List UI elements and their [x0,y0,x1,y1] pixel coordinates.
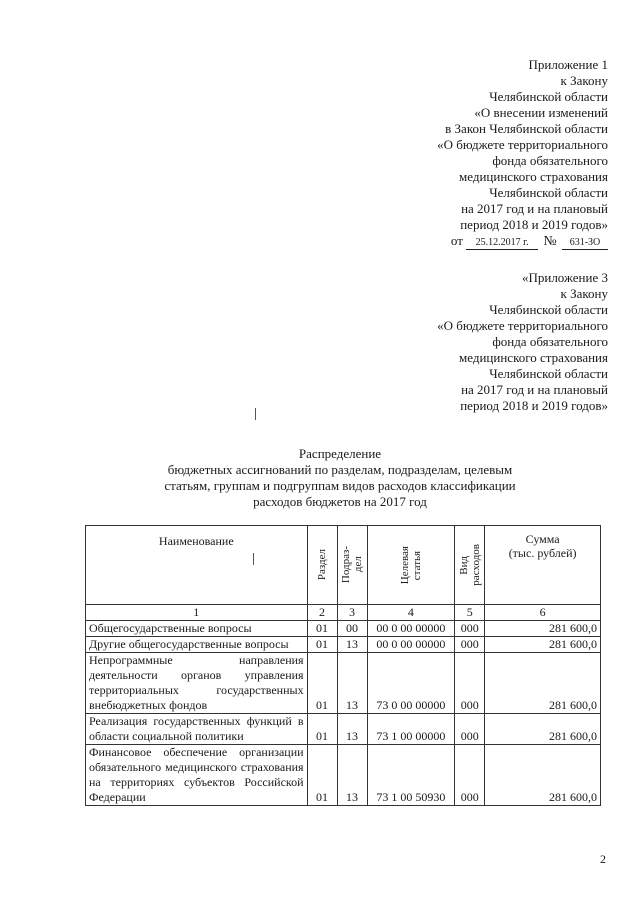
column-number: 1 [86,605,308,621]
column-number: 2 [307,605,337,621]
appendix-1-line: в Закон Челябинской области [445,121,608,136]
appendix-1-line: к Закону [560,73,608,88]
heading-title: Распределение [298,446,382,461]
row-name: Финансовое обеспечение организации обязательного медицинского страхования на территориях субъектов Российской Федерации [86,745,308,806]
appendix-3-line: Челябинской области [489,366,608,381]
appendix-3-line: к Закону [560,286,608,301]
heading-line: бюджетных ассигнований по разделам, подразделам, целевым [167,462,513,477]
row-name: Общегосударственные вопросы [86,621,308,637]
row-kind: 000 [455,653,485,714]
header-name: Наименование [86,526,308,605]
appendix-1-line: Челябинской области [489,185,608,200]
appendix-3-line: на 2017 год и на плановый [461,382,608,397]
appendix-3-line: «О бюджете территориального [437,318,608,333]
appendix-3-header [437,270,608,414]
row-subsection: 13 [337,653,367,714]
row-section: 01 [307,714,337,745]
row-sum: 281 600,0 [485,714,601,745]
row-sum: 281 600,0 [485,745,601,806]
column-number: 4 [367,605,455,621]
appendix-1-line: на 2017 год и на плановый [461,201,608,216]
row-subsection: 13 [337,745,367,806]
law-number: 631-ЗО [562,237,608,250]
row-section: 01 [307,653,337,714]
table-row [86,637,601,653]
row-target: 73 0 00 00000 [367,653,455,714]
appendix-1-line: Приложение 1 [528,57,608,72]
appendix-1-line: фонда обязательного [492,153,608,168]
appendix-1-line: медицинского страхования [459,169,608,184]
row-sum: 281 600,0 [485,653,601,714]
from-label: от [450,233,463,248]
row-sum: 281 600,0 [485,621,601,637]
row-target: 73 1 00 50930 [367,745,455,806]
table-row [86,745,601,806]
header-sum: Сумма (тыс. рублей) [485,526,601,605]
row-kind: 000 [455,714,485,745]
row-section: 01 [307,637,337,653]
appendix-3-line: медицинского страхования [459,350,608,365]
row-kind: 000 [455,637,485,653]
row-target: 73 1 00 00000 [367,714,455,745]
appendix-1-header [437,57,608,250]
appendix-3-line: Челябинской области [489,302,608,317]
scan-mark [255,408,256,420]
row-section: 01 [307,621,337,637]
row-subsection: 00 [337,621,367,637]
header-section: Раздел [307,526,337,605]
header-kind: Вид расходов [455,526,485,605]
row-kind: 000 [455,745,485,806]
row-sum: 281 600,0 [485,637,601,653]
row-kind: 000 [455,621,485,637]
row-subsection: 13 [337,637,367,653]
row-name: Реализация государственных функций в области социальной политики [86,714,308,745]
table-header-row [86,526,601,605]
page-number: 2 [600,852,606,866]
budget-allocation-table [85,525,601,806]
row-subsection: 13 [337,714,367,745]
column-number: 6 [485,605,601,621]
appendix-1-line: «О внесении изменений [474,105,608,120]
appendix-1-line: период 2018 и 2019 годов» [460,217,608,232]
appendix-3-line: фонда обязательного [492,334,608,349]
header-target: Целевая статья [367,526,455,605]
table-row [86,653,601,714]
column-number: 5 [455,605,485,621]
row-name: Другие общегосударственные вопросы [86,637,308,653]
table-row [86,714,601,745]
row-target: 00 0 00 00000 [367,621,455,637]
row-section: 01 [307,745,337,806]
law-date: 25.12.2017 г. [466,237,538,250]
table-row [86,621,601,637]
appendix-3-line: период 2018 и 2019 годов» [460,398,608,413]
column-number-row [86,605,601,621]
law-date-number-line [437,233,608,250]
appendix-1-line: Челябинской области [489,89,608,104]
appendix-3-line: «Приложение 3 [521,270,608,285]
column-number: 3 [337,605,367,621]
header-subsection: Подраз- дел [337,526,367,605]
heading-line: статьям, группам и подгруппам видов расходов классификации [164,478,516,493]
appendix-1-line: «О бюджете территориального [437,137,608,152]
distribution-heading [110,446,570,510]
heading-line: расходов бюджетов на 2017 год [253,494,427,509]
number-label: № [543,234,557,249]
row-name: Непрограммные направления деятельности органов управления территориальных государственных внебюджетных фондов [86,653,308,714]
row-target: 00 0 00 00000 [367,637,455,653]
